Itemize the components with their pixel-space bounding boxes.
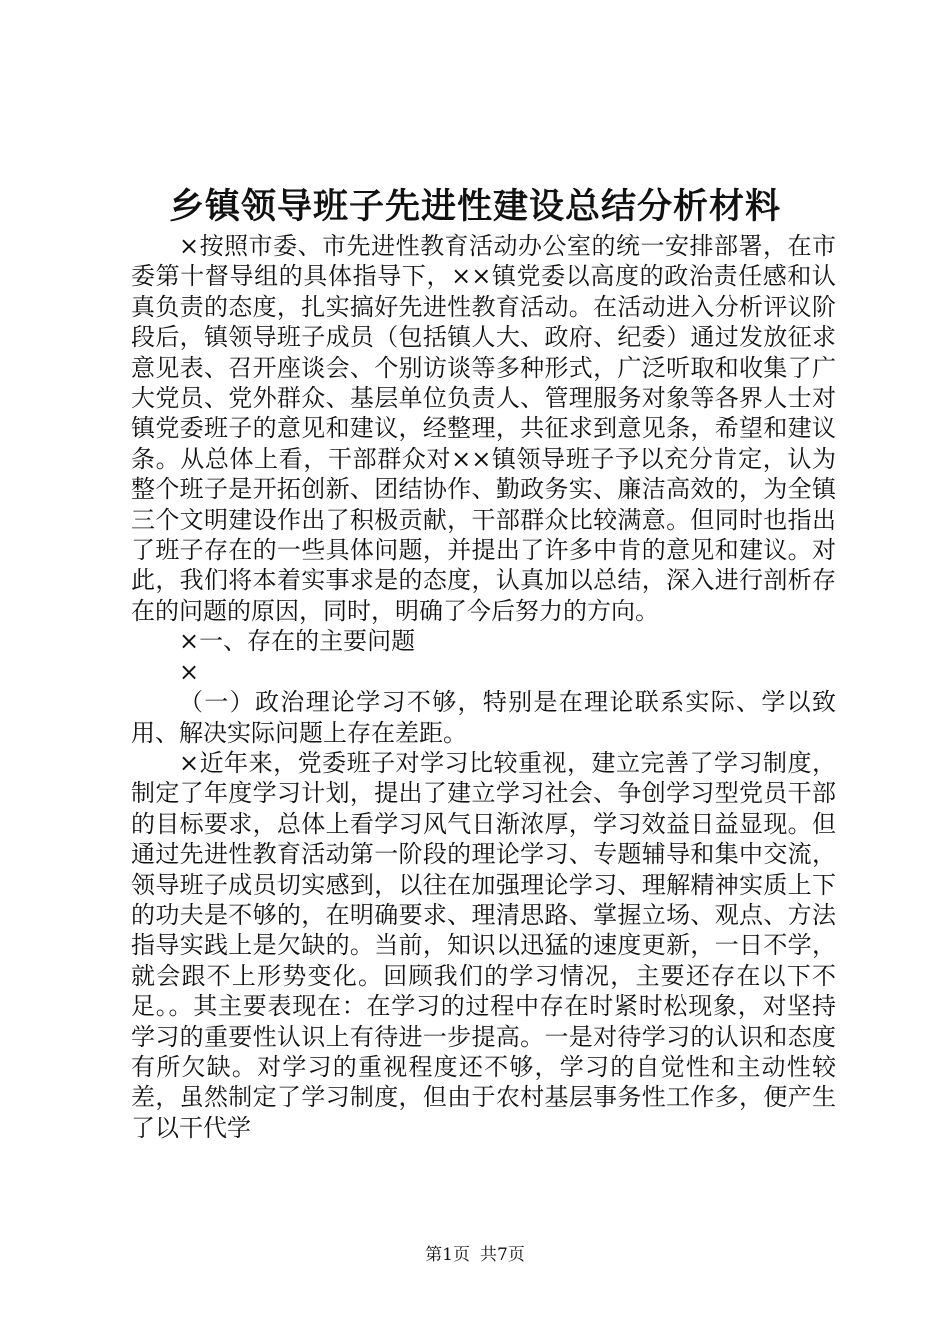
subsection-heading-1: （一）政治理论学习不够，特别是在理论联系实际、学以致用、解决实际问题上存在差距。 <box>131 688 836 747</box>
page-number: 第1页 <box>425 1245 470 1265</box>
document-body <box>131 231 836 1143</box>
document-title: 乡镇领导班子先进性建设总结分析材料 <box>168 186 781 227</box>
page-footer <box>0 1244 950 1266</box>
paragraph-marker: × <box>179 657 200 686</box>
page-total: 共7页 <box>480 1245 525 1265</box>
section-heading-problems: ×一、存在的主要问题 <box>179 627 416 656</box>
paragraph-study: ×近年来，党委班子对学习比较重视，建立完善了学习制度，制定了年度学习计划，提出了建立学习社会、争创学习型党员干部的目标要求，总体上看学习风气日渐浓厚，学习效益日益显现。但通过先进性教育活动第一阶段的理论学习、专题辅导和集中交流，领导班子成员切实感到，以往在加强理论学习、理解精神实质上下的功夫是不够的，在明确要求、理清思路、掌握立场、观点、方法指导实践上是欠缺的。当前，知识以迅猛的速度更新，一日不学，就会跟不上形势变化。回顾我们的学习情况，主要还存在以下不足。。其主要表现在：在学习的过程中存在时紧时松现象，对坚持学习的重要性认识上有待进一步提高。一是对待学习的认识和态度有所欠缺。对学习的重视程度还不够，学习的自觉性和主动性较差，虽然制定了学习制度，但由于农村基层事务性工作多，便产生了以干代学 <box>131 748 836 1142</box>
paragraph-intro: ×按照市委、市先进性教育活动办公室的统一安排部署，在市委第十督导组的具体指导下，××镇党委以高度的政治责任感和认真负责的态度，扎实搞好先进性教育活动。在活动进入分析评议阶段后，镇领导班子成员（包括镇人大、政府、纪委）通过发放征求意见表、召开座谈会、个别访谈等多种形式，广泛听取和收集了广大党员、党外群众、基层单位负责人、管理服务对象等各界人士对镇党委班子的意见和建议，经整理，共征求到意见条，希望和建议条。从总体上看，干部群众对××镇领导班子予以充分肯定，认为整个班子是开拓创新、团结协作、勤政务实、廉洁高效的，为全镇三个文明建设作出了积极贡献，干部群众比较满意。但同时也指出了班子存在的一些具体问题，并提出了许多中肯的意见和建议。对此，我们将本着实事求是的态度，认真加以总结，深入进行剖析存在的问题的原因，同时，明确了今后努力的方向。 <box>131 232 836 625</box>
